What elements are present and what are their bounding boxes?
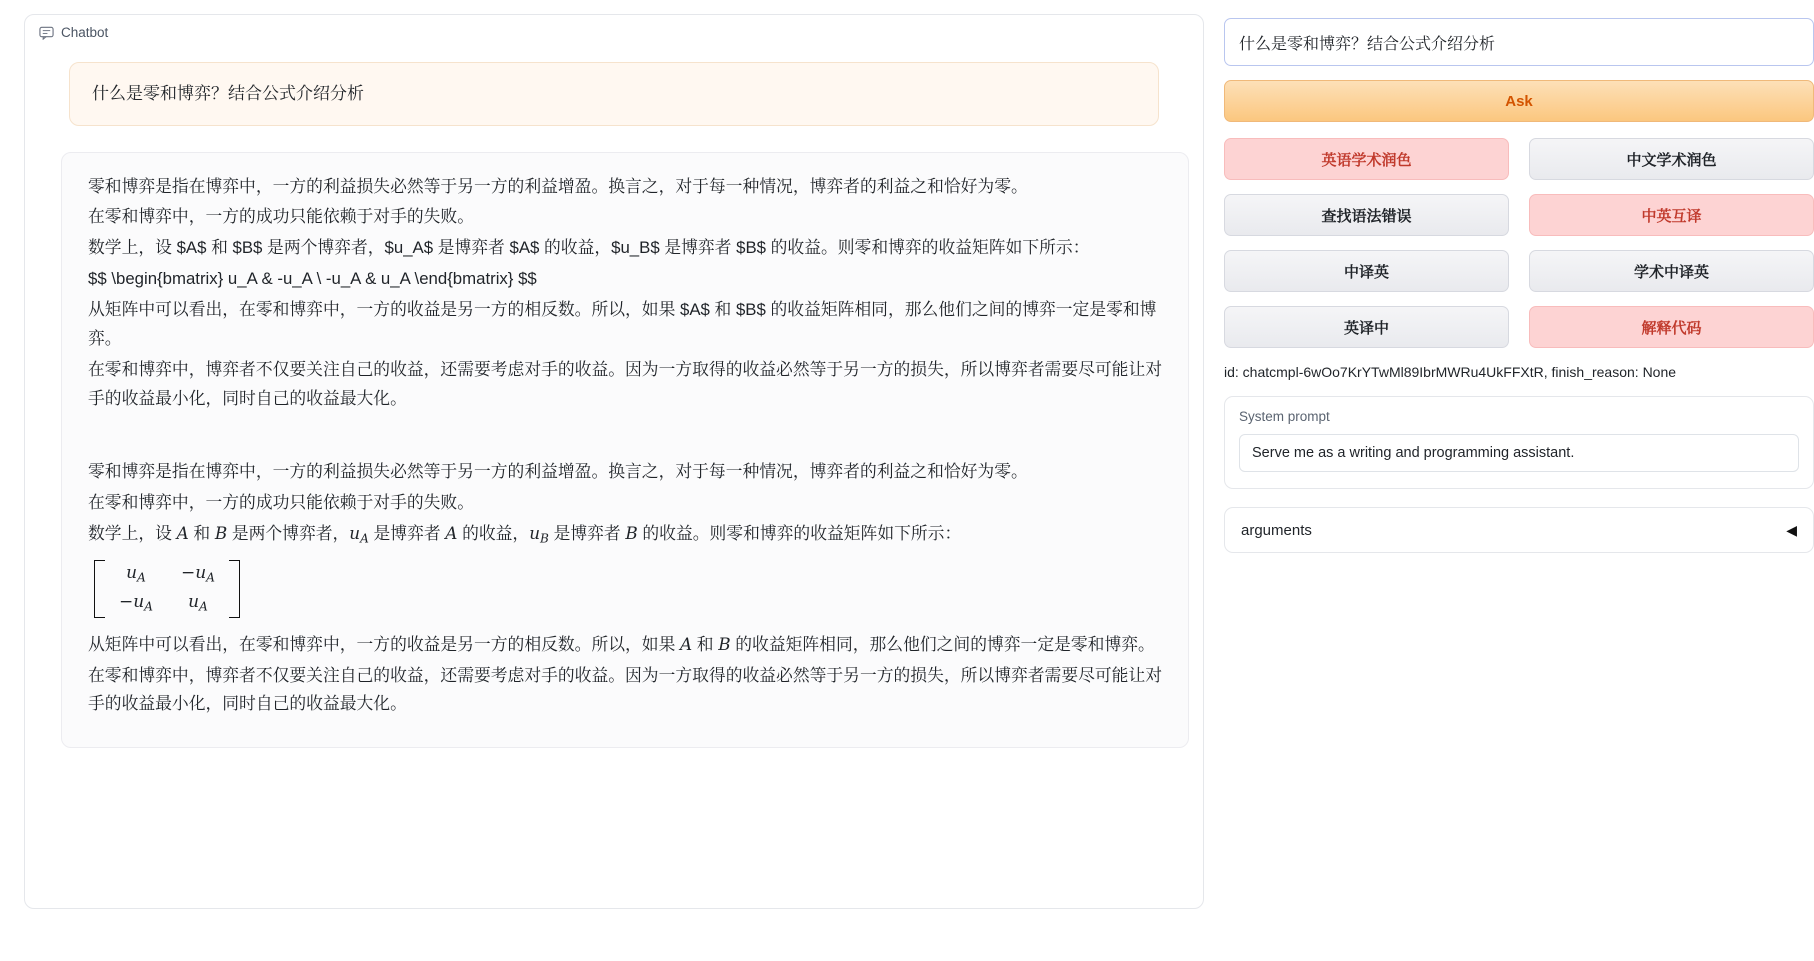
- controls-column: [1224, 14, 1814, 961]
- system-prompt-label: System prompt: [1239, 409, 1330, 424]
- status-text: id: chatcmpl-6wOo7KrYTwMl89IbrMWRu4UkFFXtR, finish_reason: None: [1224, 364, 1677, 380]
- user-message-text: 什么是零和博弈？结合公式介绍分析: [92, 84, 364, 103]
- var-A: A: [176, 523, 189, 544]
- txt: 的收益，: [457, 524, 530, 544]
- fn-button-en-to-zh[interactable]: 英译中: [1224, 306, 1509, 348]
- fn-button-academic-zh-to-en[interactable]: 学术中译英: [1529, 250, 1814, 292]
- matrix-cell-0-1: $-u_A$: [180, 562, 216, 585]
- ask-button[interactable]: Ask: [1224, 80, 1814, 122]
- system-prompt-input[interactable]: [1239, 434, 1799, 472]
- matrix-cells: [105, 560, 229, 618]
- chatbot-panel: [24, 14, 1204, 909]
- var-u-sub: A: [360, 531, 369, 546]
- payoff-matrix: [94, 558, 1162, 620]
- txt: 是博弈者: [368, 524, 446, 544]
- arguments-accordion[interactable]: [1224, 507, 1814, 553]
- txt: 从矩阵中可以看出，在零和博弈中，一方的收益是另一方的相反数。所以，如果: [88, 634, 681, 654]
- message-spacer: [88, 416, 1162, 458]
- var-u: u: [349, 523, 361, 544]
- chatbot-label-text: Chatbot: [61, 25, 109, 40]
- txt: 的收益矩阵相同，那么他们之间的博弈一定是零和博弈。: [730, 634, 1155, 654]
- txt: 和: [692, 634, 719, 654]
- var-A: A: [445, 523, 458, 544]
- fn-button-find-grammar-errors[interactable]: 查找语法错误: [1224, 194, 1509, 236]
- chevron-left-icon: ◀: [1786, 521, 1797, 538]
- bot-rendered-p5: [88, 630, 1162, 660]
- bot-raw-p5: 从矩阵中可以看出，在零和博弈中，一方的收益是另一方的相反数。所以，如果 $A$ 和 $B$ 的收益矩阵相同，那么他们之间的博弈一定是零和博弈。: [88, 300, 1157, 348]
- bot-raw-p1: 零和博弈是指在博弈中，一方的利益损失必然等于另一方的利益增盈。换言之，对于每一种情况，博弈者的利益之和恰好为零。: [88, 176, 1028, 196]
- chat-column: [24, 14, 1204, 961]
- fn-button-zh-to-en[interactable]: 中译英: [1224, 250, 1509, 292]
- bot-raw-p2: 在零和博弈中，一方的成功只能依赖于对手的失败。: [88, 207, 474, 227]
- txt: 是博弈者: [548, 524, 626, 544]
- matrix-cell-1-1: $u_A$: [188, 591, 208, 614]
- bot-rendered-p2: 在零和博弈中，一方的成功只能依赖于对手的失败。: [88, 492, 474, 512]
- bot-rendered-p3: [88, 519, 1162, 549]
- chatbot-panel-label: [25, 15, 1203, 44]
- fn-button-explain-code[interactable]: 解释代码: [1529, 306, 1814, 348]
- bot-raw-p3: 数学上，设 $A$ 和 $B$ 是两个博弈者，$u_A$ 是博弈者 $A$ 的收益，$u_B$ 是博弈者 $B$ 的收益。则零和博弈的收益矩阵如下所示：: [88, 238, 1090, 258]
- arguments-accordion-label: arguments: [1241, 521, 1312, 539]
- fn-button-chinese-polish[interactable]: 中文学术润色: [1529, 138, 1814, 180]
- var-B: B: [718, 633, 731, 654]
- message-list: [25, 44, 1203, 766]
- bot-raw-p4-formula: $$ \begin{bmatrix} u_A & -u_A \ -u_A & u_A \end{bmatrix} $$: [88, 269, 537, 289]
- var-u-sub: B: [540, 531, 549, 546]
- function-button-grid: [1224, 138, 1814, 348]
- var-A: A: [680, 633, 693, 654]
- system-prompt-card: [1224, 396, 1814, 489]
- fn-button-zh-en-mutual-translate[interactable]: 中英互译: [1529, 194, 1814, 236]
- bot-rendered-p1: 零和博弈是指在博弈中，一方的利益损失必然等于另一方的利益增盈。换言之，对于每一种情况，博弈者的利益之和恰好为零。: [88, 461, 1028, 481]
- txt: 的收益。则零和博弈的收益矩阵如下所示：: [637, 524, 962, 544]
- txt: 数学上，设: [88, 524, 177, 544]
- bot-message-bubble: [61, 152, 1189, 749]
- fn-button-english-polish[interactable]: 英语学术润色: [1224, 138, 1509, 180]
- var-B: B: [214, 523, 228, 544]
- matrix-cell-0-0: $u_A$: [126, 562, 146, 585]
- matrix-right-bracket: [229, 560, 240, 618]
- user-message-bubble: [69, 62, 1159, 126]
- bot-rendered-p6: 在零和博弈中，博弈者不仅要关注自己的收益，还需要考虑对手的收益。因为一方取得的收益必然等于另一方的损失，所以博弈者需要尽可能让对手的收益最小化，同时自己的收益最大化。: [88, 665, 1163, 714]
- chat-bubble-icon: [39, 25, 54, 40]
- txt: 和: [188, 524, 215, 544]
- bot-raw-p6: 在零和博弈中，博弈者不仅要关注自己的收益，还需要考虑对手的收益。因为一方取得的收益必然等于另一方的损失，所以博弈者需要尽可能让对手的收益最小化，同时自己的收益最大化。: [88, 359, 1163, 408]
- matrix-left-bracket: [94, 560, 105, 618]
- matrix-cell-1-0: $-u_A$: [118, 591, 154, 614]
- question-input[interactable]: [1224, 18, 1814, 66]
- txt: 是两个博弈者，: [227, 524, 350, 544]
- var-B: B: [625, 523, 638, 544]
- var-u: u: [529, 523, 541, 544]
